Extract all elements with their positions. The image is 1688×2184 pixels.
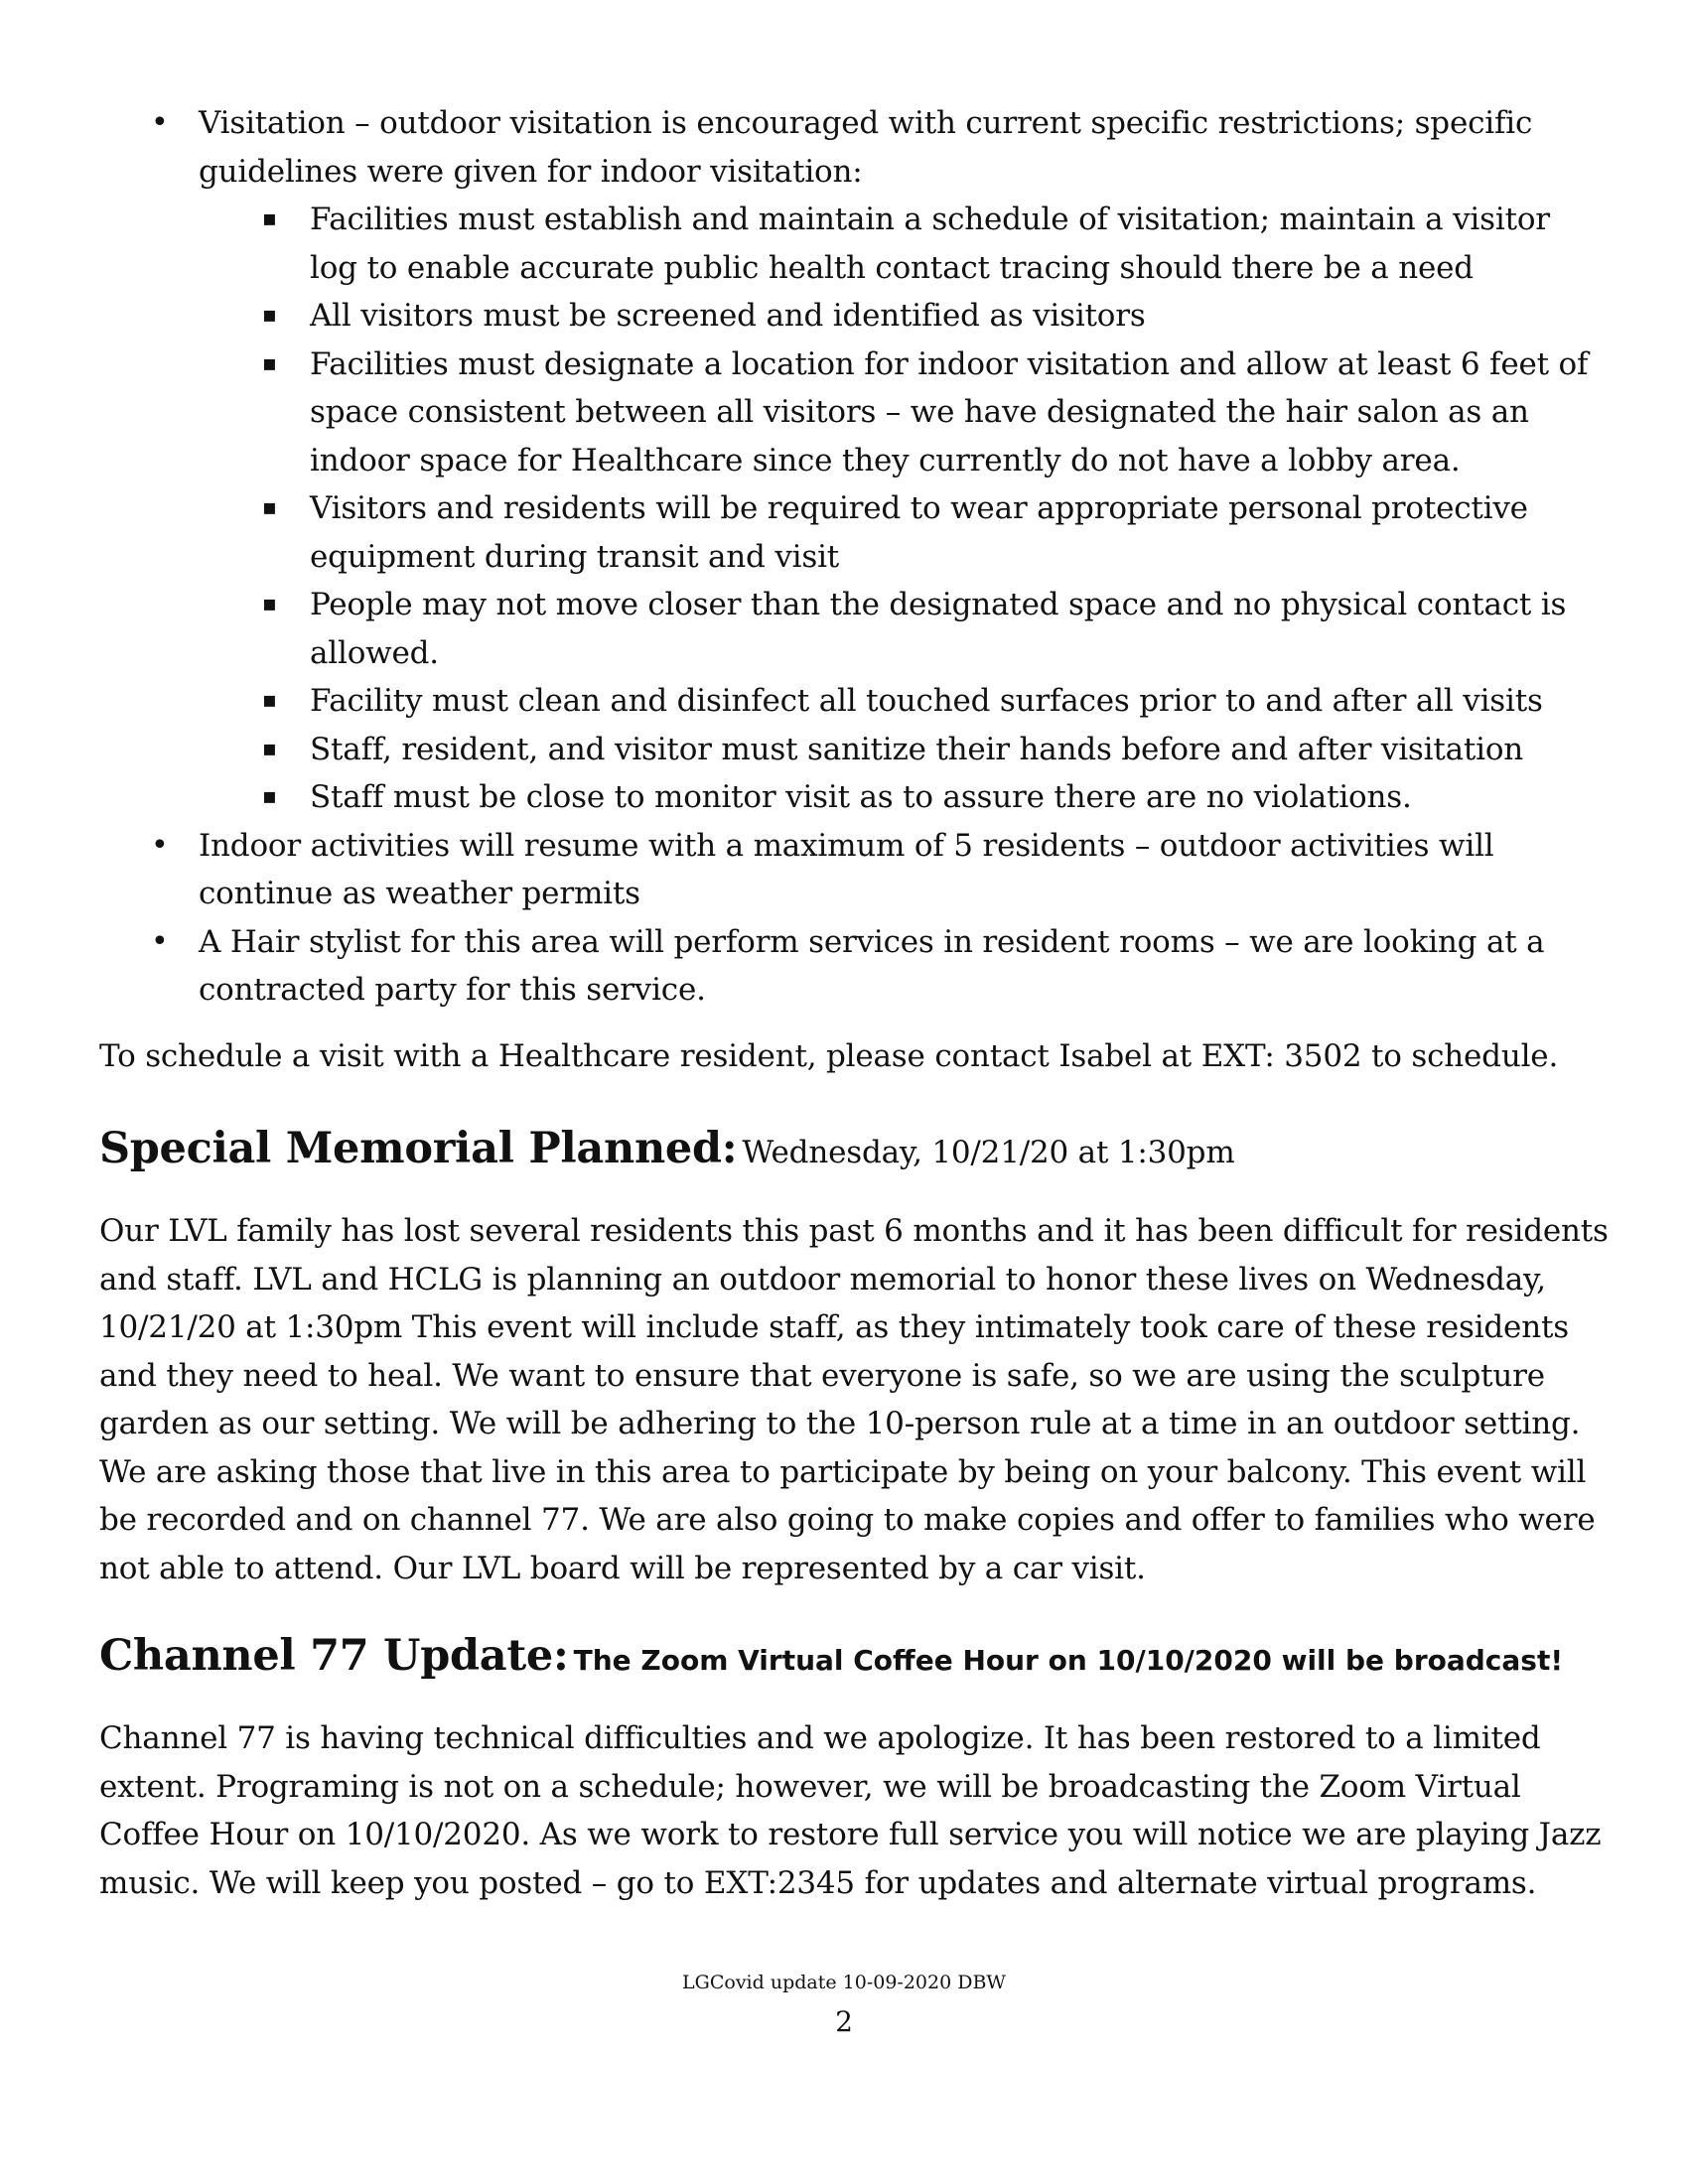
square-bullet-marker: ▪ — [262, 303, 277, 328]
channel-heading-line — [99, 1631, 1628, 1681]
sub-bullet — [99, 341, 1589, 485]
contact-line: To schedule a visit with a Healthcare resident, please contact Isabel at EXT: 3502 to schedule. — [99, 1038, 1559, 1074]
bullet-text: Indoor activities will resume with a maximum of 5 residents – outdoor activities will continue as weather permits — [199, 827, 1494, 911]
sub-bullet-text: All visitors must be screened and identified as visitors — [310, 298, 1146, 334]
square-bullet-marker: ▪ — [262, 495, 277, 520]
bullet-text: Visitation – outdoor visitation is encouraged with current specific restrictions; specific guidelines were given for indoor visitation: — [199, 105, 1533, 190]
bullet-text: A Hair stylist for this area will perform services in resident rooms – we are looking at a contracted party for this service. — [199, 923, 1545, 1008]
sub-bullet-text: Staff must be close to monitor visit as to assure there are no violations. — [310, 779, 1412, 815]
channel-heading: Channel 77 Update: — [99, 1631, 569, 1681]
bullet-marker: • — [151, 105, 169, 140]
sub-bullet — [99, 581, 1589, 677]
sub-bullet — [99, 726, 1589, 774]
sub-bullet-text: People may not move closer than the designated space and no physical contact is allowed. — [310, 587, 1567, 671]
memorial-body: Our LVL family has lost several residents this past 6 months and it has been difficult for residents and staff. LVL and HCLG is planning an outdoor memorial to honor these lives on Wednesday, 10/21/20 at 1:30pm This event will include staff, as they intimately took care of these residents and they need to heal. We want to ensure that everyone is safe, so we are using the sculpture garden as our setting. We will be adhering to the 10-person rule at a time in an outdoor setting. We are asking those that live in this area to participate by being on your balcony. This event will be recorded and on channel 77. We are also going to make copies and offer to families who were not able to attend. Our LVL board will be represented by a car visit. — [99, 1213, 1609, 1586]
bullet-list — [99, 99, 1589, 1015]
memorial-heading-line — [99, 1124, 1628, 1173]
sub-bullet-text: Facilities must designate a location for indoor visitation and allow at least 6 feet of space consistent between all visitors – we have designated the hair salon as an indoor space for Healthcare since they currently do not have a lobby area. — [310, 345, 1589, 478]
square-bullet-marker: ▪ — [262, 688, 277, 713]
sub-bullet — [99, 484, 1589, 581]
sub-bullet — [99, 677, 1589, 726]
sub-bullet — [99, 196, 1589, 292]
sub-bullet-text: Staff, resident, and visitor must sanitize their hands before and after visitation — [310, 731, 1524, 767]
square-bullet-marker: ▪ — [262, 592, 277, 616]
square-bullet-marker: ▪ — [262, 350, 277, 376]
bullet-marker: • — [151, 923, 169, 959]
footer-note: LGCovid update 10-09-2020 DBW — [682, 1972, 1006, 1993]
bullet-indoor-activities — [99, 822, 1589, 918]
channel-body: Channel 77 is having technical difficulties and we apologize. It has been restored to a limited extent. Programing is not on a schedule; however, we will be broadcasting the Zoom Virtual Coffee Hour on 10/10/2020. As we work to restore full service you will notice we are playing Jazz music. We will keep you posted – go to EXT:2345 for updates and alternate virtual programs. — [99, 1720, 1602, 1901]
memorial-heading: Special Memorial Planned: — [99, 1124, 738, 1173]
channel-subheading: The Zoom Virtual Coffee Hour on 10/10/2020 will be broadcast! — [573, 1644, 1564, 1677]
square-bullet-marker: ▪ — [262, 736, 277, 761]
bullet-visitation — [99, 99, 1589, 196]
bullet-hair-stylist — [99, 918, 1589, 1015]
sub-bullet — [99, 773, 1589, 822]
sub-bullet-text: Visitors and residents will be required to wear appropriate personal protective equipment during transit and visit — [310, 490, 1528, 575]
sub-bullet-text: Facility must clean and disinfect all touched surfaces prior to and after all visits — [310, 683, 1543, 719]
page-number: 2 — [835, 2005, 853, 2038]
sub-bullet-text: Facilities must establish and maintain a schedule of visitation; maintain a visitor log to enable accurate public health contact tracing should there be a need — [310, 202, 1550, 286]
square-bullet-marker: ▪ — [262, 784, 277, 809]
sub-bullet — [99, 292, 1589, 341]
square-bullet-marker: ▪ — [262, 206, 277, 231]
memorial-subheading: Wednesday, 10/21/20 at 1:30pm — [742, 1135, 1235, 1170]
bullet-marker: • — [151, 827, 169, 863]
